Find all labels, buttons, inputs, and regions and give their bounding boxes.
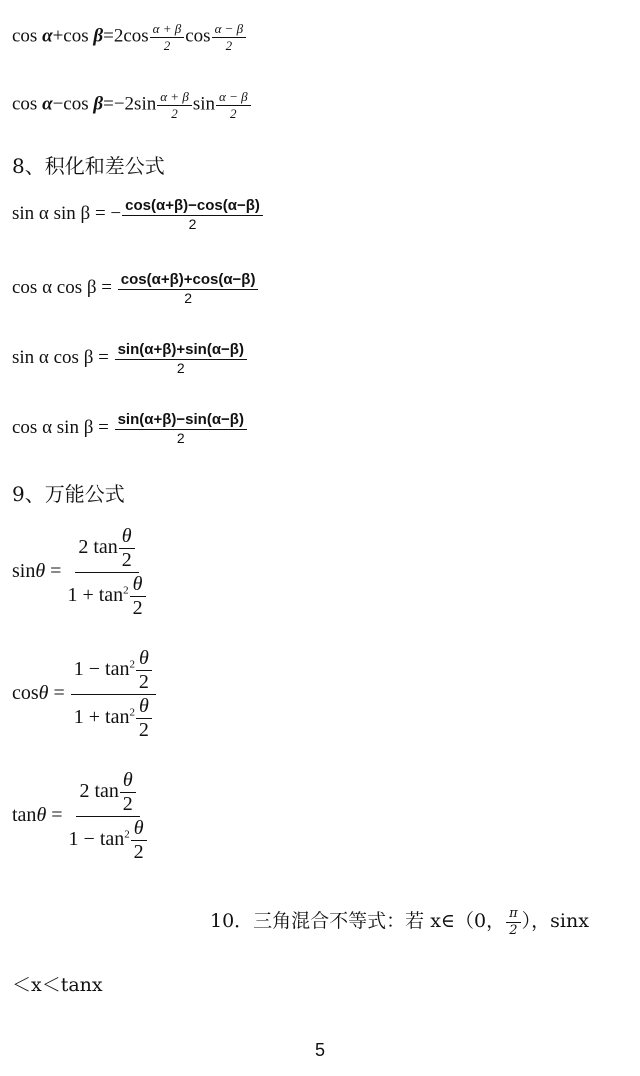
fraction <box>71 648 156 741</box>
superscript: 2 <box>123 584 129 597</box>
fraction <box>130 574 146 619</box>
fraction <box>136 696 152 741</box>
fraction <box>120 770 136 815</box>
text: cos α cos β = <box>12 277 117 299</box>
fraction <box>115 412 247 445</box>
text: = <box>46 804 63 827</box>
text: =−2sin <box>103 93 157 115</box>
text: 10．三角混合不等式：若 x∈（0， <box>210 910 506 932</box>
text: 2 tan <box>79 780 119 803</box>
text: tan <box>12 804 37 827</box>
page-number: 5 <box>314 1040 325 1060</box>
formula-cos-diff <box>12 90 252 120</box>
section-heading-9: 9、万能公式 <box>12 482 125 506</box>
denominator: 2 <box>122 793 133 815</box>
fraction <box>131 818 147 863</box>
numerator: θ <box>136 696 152 719</box>
denominator: 2 <box>133 841 144 863</box>
fraction <box>118 272 259 305</box>
formula-sin-cos <box>12 342 248 375</box>
text: 1 + tan <box>73 706 130 729</box>
denominator <box>69 817 148 863</box>
numerator: θ <box>119 526 135 549</box>
denominator: 2 <box>188 215 197 232</box>
text: sin α sin β = − <box>12 203 122 225</box>
text: 1 + tan <box>67 584 124 607</box>
denominator: 2 <box>509 922 518 938</box>
numerator: θ <box>131 818 147 841</box>
fraction <box>506 907 521 937</box>
formula-universal-sin <box>12 526 148 619</box>
formula-universal-tan <box>12 770 149 863</box>
text: cos α sin β = <box>12 417 114 439</box>
denominator: 2 <box>230 105 237 121</box>
denominator: 2 <box>138 671 149 693</box>
formula-sin-sin <box>12 198 264 231</box>
denominator: 2 <box>176 359 185 376</box>
fraction <box>115 342 247 375</box>
fraction <box>67 526 146 619</box>
text: sin <box>12 560 36 583</box>
numerator: θ <box>120 770 136 793</box>
superscript: 2 <box>129 706 135 719</box>
numerator: α − β <box>212 22 247 38</box>
numerator <box>71 648 156 695</box>
numerator: α − β <box>216 90 251 106</box>
fraction <box>150 22 185 52</box>
theta-symbol: θ <box>36 804 47 827</box>
denominator: 2 <box>132 597 143 619</box>
numerator: sin(α+β)+sin(α−β) <box>115 342 247 360</box>
numerator: sin(α+β)−sin(α−β) <box>115 412 247 430</box>
denominator <box>74 695 153 741</box>
operator: −cos <box>52 93 89 115</box>
fraction <box>212 22 247 52</box>
denominator: 2 <box>176 429 185 446</box>
formula-cos-sin <box>12 412 248 445</box>
superscript: 2 <box>129 658 135 671</box>
fraction <box>119 526 135 571</box>
fraction <box>122 198 263 231</box>
text: sin <box>192 93 215 115</box>
fraction <box>69 770 148 863</box>
numerator: π <box>506 907 521 923</box>
fraction <box>136 648 152 693</box>
text: cos <box>185 25 211 47</box>
text: cos <box>12 682 39 705</box>
numerator: θ <box>130 574 146 597</box>
text: 2 tan <box>78 536 118 559</box>
text: cos <box>12 25 38 47</box>
beta-symbol: β <box>93 25 104 47</box>
denominator: 2 <box>225 37 233 53</box>
section-10-inequality <box>210 906 589 937</box>
section-heading-8: 8、积化和差公式 <box>12 154 165 178</box>
beta-symbol: β <box>93 93 104 115</box>
theta-symbol: θ <box>35 560 46 583</box>
text: = <box>48 682 65 705</box>
numerator: cos(α+β)−cos(α−β) <box>122 198 263 216</box>
text: ），sinx <box>521 910 589 932</box>
alpha-symbol: α <box>42 25 53 47</box>
denominator: 2 <box>171 105 178 121</box>
text: sin α cos β = <box>12 347 114 369</box>
denominator <box>67 573 146 619</box>
denominator: 2 <box>184 289 192 306</box>
text: =2cos <box>103 25 149 47</box>
section-10-inequality-line2: ＜x＜tanx <box>12 974 103 996</box>
numerator: θ <box>136 648 152 671</box>
operator: +cos <box>52 25 89 47</box>
superscript: 2 <box>124 828 130 841</box>
fraction <box>216 90 251 120</box>
text: cos <box>12 93 38 115</box>
denominator: 2 <box>121 549 132 571</box>
text: 1 − tan <box>73 658 130 681</box>
numerator <box>75 526 138 573</box>
numerator: α + β <box>150 22 185 38</box>
numerator: cos(α+β)+cos(α−β) <box>118 272 259 290</box>
numerator: α + β <box>157 90 192 106</box>
formula-universal-cos <box>12 648 157 741</box>
text: = <box>45 560 62 583</box>
theta-symbol: θ <box>38 682 49 705</box>
formula-cos-cos <box>12 272 259 305</box>
formula-cos-sum <box>12 22 247 52</box>
numerator <box>76 770 139 817</box>
fraction <box>157 90 192 120</box>
alpha-symbol: α <box>42 93 53 115</box>
denominator: 2 <box>163 37 171 53</box>
text: 1 − tan <box>68 828 125 851</box>
denominator: 2 <box>138 719 149 741</box>
